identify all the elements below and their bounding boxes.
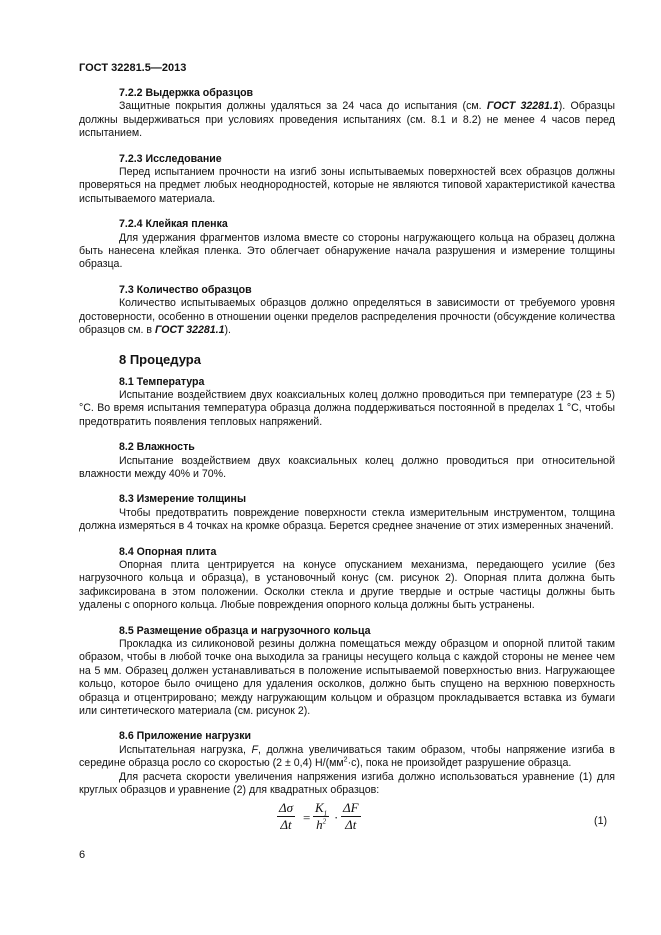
page-number: 6 [79,849,86,861]
section-8-5-text: Прокладка из силиконовой резины должна помещаться между образцом и опорной плитой таким образом, чтобы в любой точке она выходила за границы несущего кольца с каждой стороны не менее чем на 5 мм. Образец должен устанавливаться в положение испытываемой поверхностью вниз. Нагружающее кольцо, которое было очищено для удаления осколков, должно быть спущено на верхнюю поверхность образца и отцентрировано; между нагружающим кольцом и образцом прокладывается вставка из бумаги или синтетического материала (см. рисунок 2). [79,638,615,718]
gost-reference: ГОСТ 32281.1 [154,324,225,337]
gost-reference: ГОСТ 32281.1 [486,100,559,113]
section-8-heading: 8 Процедура [119,351,201,367]
section-7-3-text: Количество испытываемых образцов должно определяться в зависимости от требуемого уровня достоверности, особенно в отношении оценки пределов распределения прочности (обсуждение количества образцов см. в ГОСТ 32281.1). [79,297,615,337]
equation-1 [79,801,615,851]
document-header: ГОСТ 32281.5—2013 [79,62,187,74]
section-8-5-title: 8.5 Размещение образца и нагрузочного кольца [119,624,371,637]
section-7-2-3-title: 7.2.3 Исследование [119,152,222,165]
load-variable: F [251,743,258,756]
section-8-4-title: 8.4 Опорная плита [119,545,217,558]
equals-sign: = [303,810,311,826]
multiply-dot: · [334,810,339,826]
section-7-2-3-text: Перед испытанием прочности на изгиб зоны испытываемых поверхностей всех образцов должны проверяться на предмет любых неоднородностей, которые не являются типовой характеристикой качества испытываемого материала. [79,166,615,205]
section-8-1-text: Испытание воздействием двух коаксиальных колец должно проводиться при температуре (23 ± 5) °С. Во время испытания температура образца должна поддерживаться постоянной в пределах 1 °С, чтобы предотвратить появления тепловых напряжений. [79,388,615,428]
section-8-3-title: 8.3 Измерение толщины [119,493,247,506]
section-8-1-title: 8.1 Температура [119,375,205,388]
section-8-3-text: Чтобы предотвратить повреждение поверхности стекла измерительным инструментом, толщина должна измеряться в 4 точках на кромке образца. Берется среднее значение от этих измеренных значений. [79,506,615,533]
stress-rate-fraction: $\frac{\Delta\sigma}{\Delta t}$ [279,800,294,832]
section-8-4-text: Опорная плита центрируется на конусе опусканием механизма, передающего усилие (без нагрузочного кольца и образца), в установочный конус (см. рисунок 2). Опорная плита должна быть зафиксирована в этом положении. Осколки стекла и другие твердые и острые частицы должны быть удалены с опорного кольца. Любые повреждения опорного кольца должны быть устранены. [79,558,615,612]
section-7-3-title: 7.3 Количество образцов [119,283,252,296]
k-over-h-fraction: $\frac{K_1}{h^2}$ [315,800,328,832]
section-8-2-title: 8.2 Влажность [119,441,195,454]
section-7-2-2-title: 7.2.2 Выдержка образцов [119,87,254,99]
section-8-6-title: 8.6 Приложение нагрузки [119,730,252,743]
section-8-6-text: Испытательная нагрузка, F, должна увеличиваться таким образом, чтобы напряжение изгиба в середине образца росло со скоростью (2 ± 0,4) $Н/(мм^2\cdot с)$, пока не произойдет разрушение образца. [79,743,615,770]
section-8-6-text-2: Для расчета скорости увеличения напряжения изгиба должно использоваться уравнение (1) для круглых образцов и уравнение (2) для квадратных образцов: [79,770,615,797]
force-rate-fraction: $\frac{\Delta F}{\Delta t}$ [343,800,359,832]
page-content [79,87,615,851]
equation-number: (1) [594,815,607,828]
section-7-2-2-text: Защитные покрытия должны удаляться за 24 часа до испытания (см. ГОСТ 32281.1). Образцы должны выдерживаться при условиях проведения испытаниях (см. 8.1 и 8.2) не менее 4 часов перед испытанием. [79,100,615,140]
section-7-2-4-title: 7.2.4 Клейкая пленка [119,218,228,231]
section-7-2-4-text: Для удержания фрагментов излома вместе со стороны нагружающего кольца на образец должна быть нанесена клейкая пленка. Это облегчает обнаружение начала разрушения и измерение толщины образца. [79,231,615,271]
section-8-2-text: Испытание воздействием двух коаксиальных колец должно проводиться при относительной влажности между 40% и 70%. [79,454,615,480]
